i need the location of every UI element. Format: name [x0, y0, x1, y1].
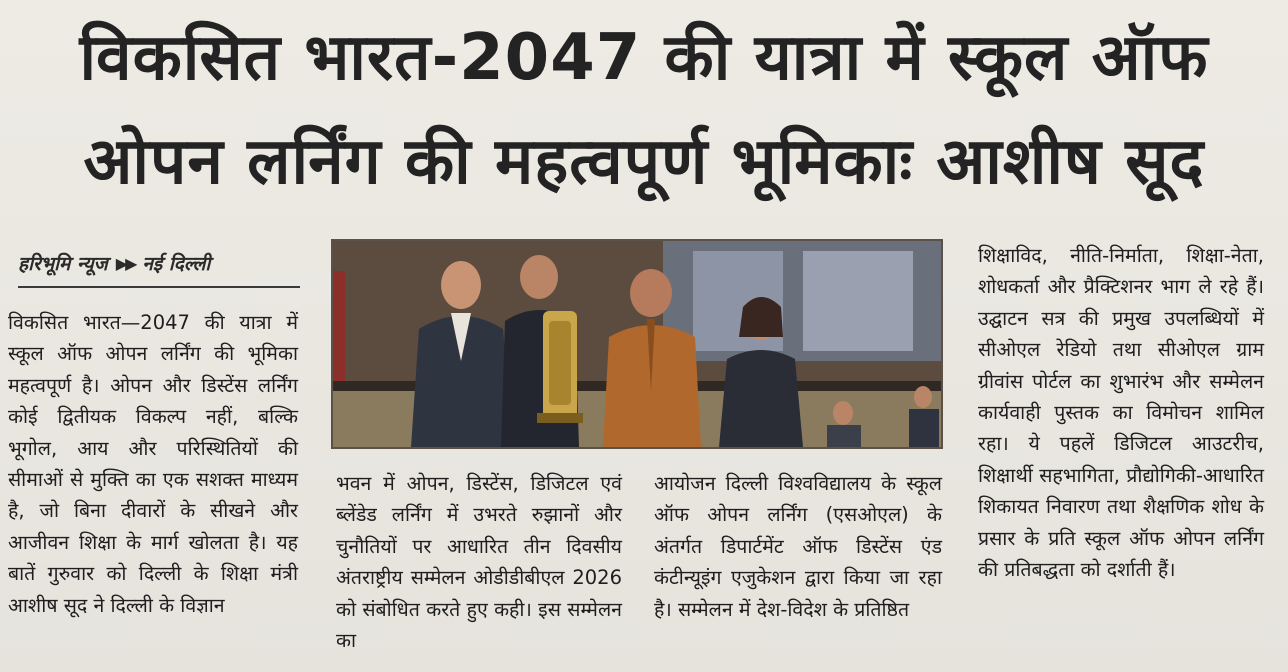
- byline-source: हरिभूमि न्यूज: [18, 253, 108, 275]
- headline-line-2: ओपन लर्निंग की महत्वपूर्ण भूमिकाः आशीष सूद: [83, 125, 1205, 199]
- column-2-text: भवन में ओपन, डिस्टेंस, डिजिटल एवं ब्लेंडेड लर्निंग में उभरते रुझानों और चुनौतियों पर आधारित तीन दिवसीय अंतराष्ट्रीय सम्मेलन ओडीडीबीएल 2026 को संबोधित करते हुए कही। इस सम्मेलन का: [336, 472, 622, 653]
- byline-place: नई दिल्ली: [142, 253, 211, 275]
- headline-line-1: विकसित भारत-2047 की यात्रा में स्कूल ऑफ: [79, 21, 1209, 95]
- article-column-3: [654, 468, 942, 625]
- headline: [14, 6, 1274, 214]
- column-3-text: आयोजन दिल्ली विश्वविद्यालय के स्कूल ऑफ ओपन लर्निंग (एसओएल) के अंतर्गत डिपार्टमेंट ऑफ डिस्टेंस एंड कंटीन्यूइंग एजुकेशन द्वारा किया जा रहा है। सम्मेलन में देश-विदेश के प्रतिष्ठित: [654, 472, 942, 621]
- news-photo: [331, 239, 943, 449]
- column-4-text: शिक्षाविद, नीति-निर्माता, शिक्षा-नेता, शोधकर्ता और प्रैक्टिशनर भाग ले रहे हैं। उद्घाटन सत्र की प्रमुख उपलब्धियों में सीओएल रेडियो तथा सीओएल ग्राम ग्रीवांस पोर्टल का शुभारंभ और सम्मेलन कार्यवाही पुस्तक का विमोचन शामिल रहा। ये पहलें डिजिटल आउटरीच, शिक्षार्थी सहभागिता, प्रौद्योगिकी-आधारित शिकायत निवारण तथा शैक्षणिक शोध के प्रसार के प्रति स्कूल ऑफ ओपन लर्निंग की प्रतिबद्धता को दर्शाती हैं।: [978, 244, 1264, 582]
- news-photo-dignitaries-icon: [333, 241, 941, 447]
- article-column-4: [978, 240, 1264, 585]
- column-1-text: विकसित भारत—2047 की यात्रा में स्कूल ऑफ ओपन लर्निंग की भूमिका महत्वपूर्ण है। ओपन और डिस्टेंस लर्निंग कोई द्वितीयक विकल्प नहीं, बल्कि भूगोल, आय और परिस्थितियों की सीमाओं से मुक्ति का एक सशक्त माध्यम है, जो बिना दीवारों के सीखने और आजीवन शिक्षा के मार्ग खोलता है। यह बातें गुरुवार को दिल्ली के शिक्षा मंत्री आशीष सूद ने दिल्ली के विज्ञान: [8, 311, 298, 617]
- article-column-2: [336, 468, 622, 656]
- article-column-1: [8, 307, 298, 621]
- byline-arrow-icon: ▶▶: [115, 253, 135, 273]
- byline: [18, 250, 300, 288]
